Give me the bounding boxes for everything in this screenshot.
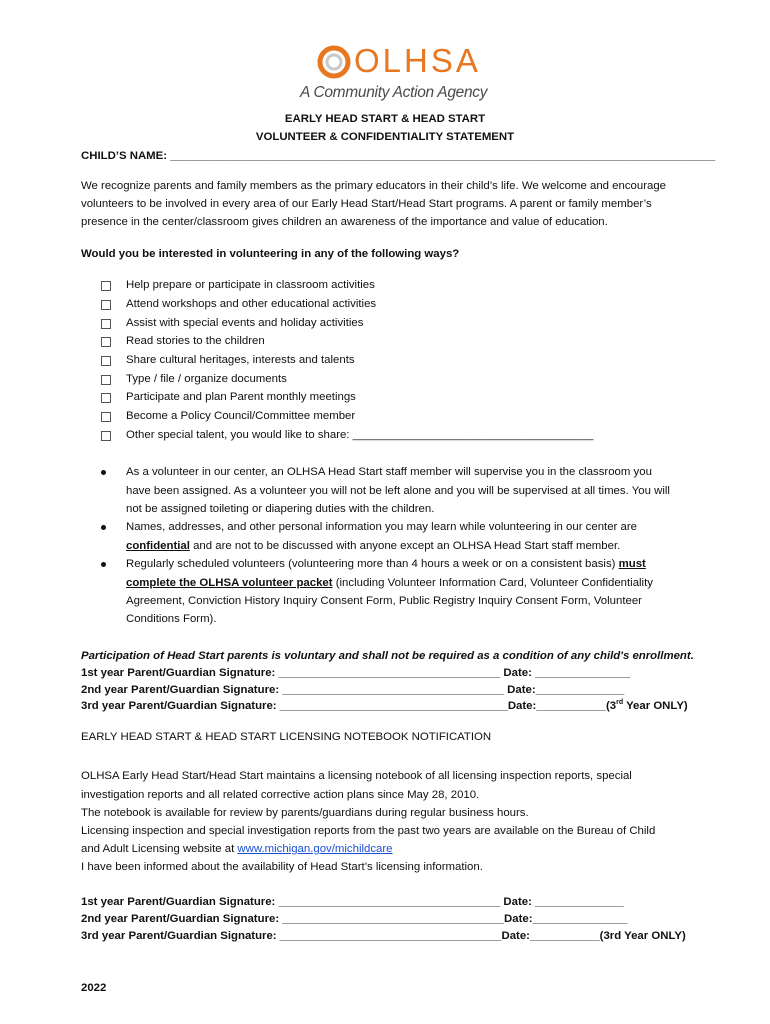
option-label-6: Type / file / organize documents	[126, 373, 287, 385]
signature-line-3-suffix: Year ONLY)	[623, 700, 688, 712]
licensing-signature-line-3[interactable]: 3rd year Parent/Guardian Signature: ___________________________________Date:___________(3rd Year ONLY)	[81, 930, 686, 942]
intro-line-1: We recognize parents and family members as the primary educators in their child’s life. We welcome and encourage	[81, 180, 666, 192]
licensing-line-2: investigation reports and all related corrective action plans since May 28, 2010.	[81, 789, 480, 801]
document-title: EARLY HEAD START & HEAD START	[284, 113, 486, 125]
signature-line-1[interactable]: 1st year Parent/Guardian Signature: ___________________________________ Date: _______________	[81, 667, 631, 679]
bullet-dot-3	[101, 562, 106, 567]
document-subtitle: VOLUNTEER & CONFIDENTIALITY STATEMENT	[255, 131, 515, 143]
option-label-8: Become a Policy Council/Committee member	[126, 410, 356, 422]
bullet-3-line-2-text: (including Volunteer Information Card, Volunteer Confidentiality	[332, 577, 653, 589]
option-checkbox-8[interactable]	[101, 412, 111, 422]
bullet-1-line-2: have been assigned. As a volunteer you will not be left alone and you will be supervised at all times. You will	[126, 485, 670, 497]
option-checkbox-7[interactable]	[101, 393, 111, 403]
confidential-emphasis: confidential	[126, 540, 190, 552]
option-checkbox-3[interactable]	[101, 319, 111, 329]
bullet-2-line-1: Names, addresses, and other personal information you may learn while volunteering in our center are	[126, 521, 637, 533]
bullet-dot-2	[101, 525, 106, 530]
option-label-3: Assist with special events and holiday activities	[126, 317, 364, 329]
bullet-3-line-4: Conditions Form).	[126, 613, 217, 625]
bullet-3-line-2	[126, 574, 653, 592]
licensing-heading: EARLY HEAD START & HEAD START LICENSING NOTEBOOK NOTIFICATION	[81, 731, 492, 743]
option-label-5: Share cultural heritages, interests and talents	[126, 354, 355, 366]
volunteer-packet-emphasis: complete the OLHSA volunteer packet	[126, 577, 333, 589]
participation-note: Participation of Head Start parents is voluntary and shall not be required as a condition of any child's enrollment.	[81, 650, 694, 662]
option-label-2: Attend workshops and other educational activities	[126, 298, 377, 310]
option-checkbox-6[interactable]	[101, 375, 111, 385]
option-checkbox-2[interactable]	[101, 300, 111, 310]
child-name-field[interactable]: CHILD’S NAME: ______________________________________________________________________________________	[81, 150, 716, 162]
option-label-4: Read stories to the children	[126, 335, 265, 347]
signature-line-3-sup: rd	[616, 699, 624, 707]
option-checkbox-4[interactable]	[101, 337, 111, 347]
bullet-3-line-1	[126, 555, 646, 573]
option-label-1: Help prepare or participate in classroom activities	[126, 279, 375, 291]
licensing-line-6: I have been informed about the availability of Head Start’s licensing information.	[81, 861, 483, 873]
option-label-7: Participate and plan Parent monthly meetings	[126, 391, 356, 403]
bullet-2-line-2	[126, 537, 620, 555]
bullet-2-line-2-text: and are not to be discussed with anyone except an OLHSA Head Start staff member.	[189, 540, 621, 552]
intro-line-3: presence in the center/classroom gives children an awareness of the importance and value of education.	[81, 216, 608, 228]
licensing-line-5-text: and Adult Licensing website at	[81, 843, 238, 855]
michildcare-link[interactable]: www.michigan.gov/michildcare	[237, 843, 393, 855]
bullet-dot-1	[101, 470, 106, 475]
olhsa-logo	[300, 42, 488, 108]
licensing-line-4: Licensing inspection and special investigation reports from the past two years are available on the Bureau of Child	[81, 825, 656, 837]
bullet-1-line-3: not be assigned toileting or diapering duties with the children.	[126, 503, 435, 515]
signature-line-3[interactable]	[81, 697, 688, 715]
bullet-3-line-1-text: Regularly scheduled volunteers (volunteering more than 4 hours a week or on a consistent basis)	[126, 558, 619, 570]
option-label-9: Other special talent, you would like to share: ______________________________________	[126, 429, 594, 441]
volunteer-question: Would you be interested in volunteering in any of the following ways?	[81, 248, 460, 260]
licensing-signature-line-1[interactable]: 1st year Parent/Guardian Signature: ___________________________________ Date: ______________	[81, 896, 624, 908]
signature-line-2[interactable]: 2nd year Parent/Guardian Signature: ___________________________________ Date:______________	[81, 684, 625, 696]
licensing-line-5	[81, 840, 393, 858]
olhsa-logo-mark-icon	[316, 44, 352, 80]
option-checkbox-9[interactable]	[101, 431, 111, 441]
must-emphasis: must	[618, 558, 646, 570]
licensing-line-1: OLHSA Early Head Start/Head Start maintains a licensing notebook of all licensing inspection reports, special	[81, 770, 632, 782]
licensing-signature-line-2[interactable]: 2nd year Parent/Guardian Signature: ___________________________________Date:_______________	[81, 913, 628, 925]
logo-tagline: A Community Action Agency	[300, 84, 488, 101]
option-checkbox-1[interactable]	[101, 281, 111, 291]
option-checkbox-5[interactable]	[101, 356, 111, 366]
signature-line-3-text: 3rd year Parent/Guardian Signature: ____________________________________Date:___________(3	[81, 700, 617, 712]
bullet-1-line-1: As a volunteer in our center, an OLHSA Head Start staff member will supervise you in the classroom you	[126, 466, 652, 478]
footer-year: 2022	[81, 982, 107, 994]
logo-wordmark: OLHSA	[354, 42, 481, 79]
bullet-3-line-3: Agreement, Conviction History Inquiry Consent Form, Public Registry Inquiry Consent Form, Volunteer	[126, 595, 642, 607]
licensing-line-3: The notebook is available for review by parents/guardians during regular business hours.	[81, 807, 529, 819]
intro-line-2: volunteers to be involved in every area of our Early Head Start/Head Start programs. A parent or family member’s	[81, 198, 652, 210]
